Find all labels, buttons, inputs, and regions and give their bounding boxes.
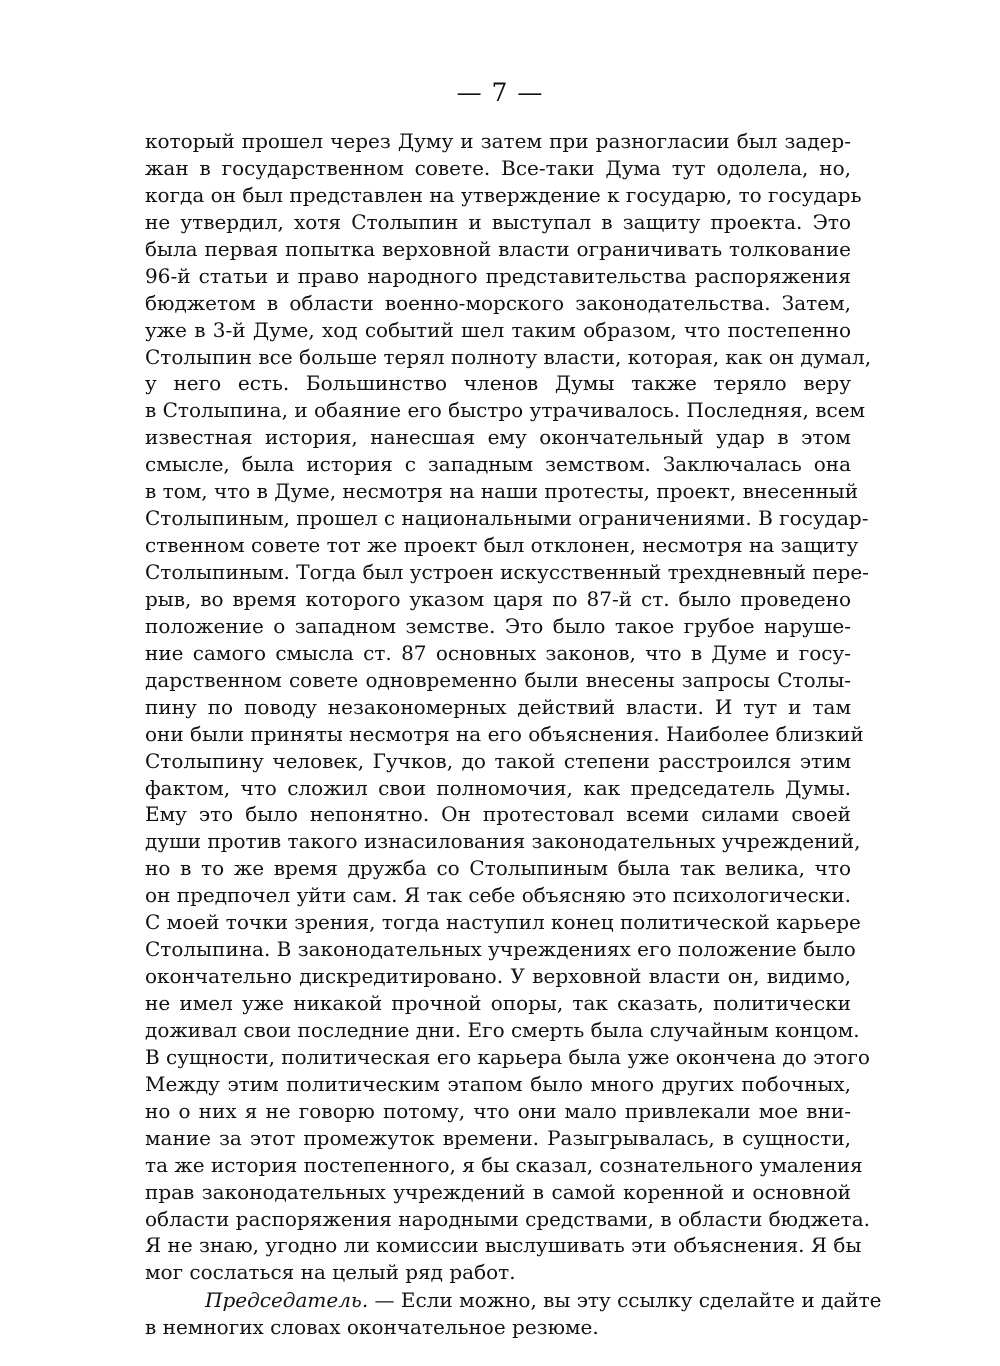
text-line: Столыпиным, прошел с национальными ограничениями. В государ- xyxy=(145,506,869,531)
speaker-paragraph xyxy=(145,1287,882,1314)
text-line: прав законодательных учреждений в самой коренной и основной xyxy=(145,1179,851,1204)
text-line: положение о западном земстве. Это было такое грубое наруше- xyxy=(145,613,851,638)
text-line: С моей точки зрения, тогда наступил конец политической карьере xyxy=(145,910,861,935)
text-line: в Столыпина, и обаяние его быстро утрачивалось. Последняя, всем xyxy=(145,398,866,423)
text-line: та же история постепенного, я бы сказал, сознательного умаления xyxy=(145,1152,863,1177)
text-line: Ему это было непонятно. Он протестовал всеми силами своей xyxy=(145,802,851,827)
text-line: души против такого изнасилования законодательных учреждений, xyxy=(145,829,861,854)
text-line: уже в 3-й Думе, ход событий шел таким образом, что постепенно xyxy=(145,317,851,342)
text-line: Столыпина. В законодательных учреждениях его положение было xyxy=(145,937,856,962)
text-line: 96-й статьи и право народного представительства распоряжения xyxy=(145,263,851,288)
text-line: пину по поводу незакономерных действий власти. И тут и там xyxy=(145,694,851,719)
text-line: Столыпину человек, Гучков, до такой степени расстроился этим xyxy=(145,748,851,773)
text-line: известная история, нанесшая ему окончательный удар в этом xyxy=(145,425,851,450)
text-line: когда он был представлен на утверждение к государю, то государь xyxy=(145,182,862,207)
text-line: но о них я не говорю потому, что они мало привлекали мое вни- xyxy=(145,1098,851,1123)
text-line: области распоряжения народными средствами, в области бюджета. xyxy=(145,1206,870,1231)
speaker-speech: — Если можно, вы эту ссылку сделайте и дайте xyxy=(368,1288,882,1313)
text-line: не утвердил, хотя Столыпин и выступал в защиту проекта. Это xyxy=(145,209,851,234)
text-line: жан в государственном совете. Все-таки Дума тут одолела, но, xyxy=(145,155,851,180)
text-line: рыв, во время которого указом царя по 87-й ст. было проведено xyxy=(145,586,851,611)
speaker-name: Председатель. xyxy=(205,1288,369,1313)
text-line: окончательно дискредитировано. У верховной власти он, видимо, xyxy=(145,964,851,989)
text-line: не имел уже никакой прочной опоры, так сказать, политически xyxy=(145,991,851,1015)
text-line: в том, что в Думе, несмотря на наши протесты, проект, внесенный xyxy=(145,479,859,504)
text-line: мание за этот промежуток времени. Разыгрывалась, в сущности, xyxy=(145,1125,851,1150)
text-line: была первая попытка верховной власти ограничивать толкование xyxy=(145,236,851,261)
text-line: Столыпиным. Тогда был устроен искусственный трехдневный пере- xyxy=(145,560,869,584)
text-line: ние самого смысла ст. 87 основных законов, что в Думе и госу- xyxy=(145,640,851,665)
text-line: фактом, что сложил свои полномочия, как председатель Думы. xyxy=(145,775,851,800)
text-line: который прошел через Думу и затем при разногласии был задер- xyxy=(145,129,851,153)
body-text xyxy=(145,128,882,1341)
text-line: Между этим политическим этапом было много других побочных, xyxy=(145,1071,851,1096)
text-line: они были приняты несмотря на его объяснения. Наиболее близкий xyxy=(145,721,864,746)
text-line: но в то же время дружба со Столыпиным была так велика, что xyxy=(145,856,851,881)
text-line: у него есть. Большинство членов Думы также теряло веру xyxy=(145,371,851,396)
text-line: дарственном совете одновременно были внесены запросы Столы- xyxy=(145,667,851,692)
page-number: — 7 — xyxy=(456,78,544,107)
text-line: В сущности, политическая его карьера была уже окончена до этого xyxy=(145,1044,870,1069)
text-line: он предпочел уйти сам. Я так себе объясняю это психологически. xyxy=(145,883,851,908)
text-line: ственном совете тот же проект был отклонен, несмотря на защиту xyxy=(145,533,859,558)
speaker-speech-continuation: в немногих словах окончательное резюме. xyxy=(145,1315,599,1340)
text-line: Я не знаю, угодно ли комиссии выслушивать эти объяснения. Я бы xyxy=(145,1233,862,1258)
text-line: бюджетом в области военно-морского законодательства. Затем, xyxy=(145,290,851,315)
text-line: мог сослаться на целый ряд работ. xyxy=(145,1260,516,1285)
text-line: Столыпин все больше терял полноту власти, которая, как он думал, xyxy=(145,344,872,369)
text-line: доживал свои последние дни. Его смерть была случайным концом. xyxy=(145,1017,860,1042)
text-line: смысле, была история с западным земством. Заключалась она xyxy=(145,452,851,477)
